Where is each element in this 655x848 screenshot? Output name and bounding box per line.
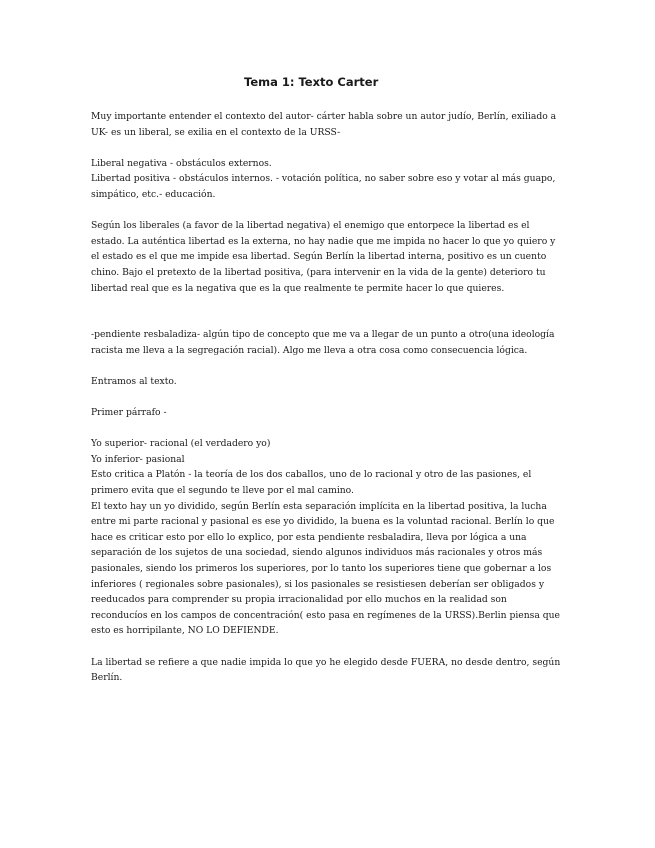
paragraph-yo-inferior: Yo inferior- pasional xyxy=(91,453,185,465)
paragraph-primer-parrafo: Primer párrafo - xyxy=(91,407,167,419)
paragraph-yo-dividido: El texto hay un yo dividido, según Berlín esta separación implícita en la libertad positiva, la lucha entre mi parte racional y pasional es ese yo dividido, la buena es la voluntad racional. Berlín lo que hace es criticar esto por ello lo explico, por esta pendiente resbaladira, lleva por lógica a una separación de los sujetos de una sociedad, siendo algunos individuos más racionales y otros más pasionales, siendo los primeros los superiores, por lo tanto los superiores tiene que gobernar a los inferiores ( regionales sobre pasionales), si los pasionales se resistiesen deberían ser obligados y reeducados para comprender su propia irracionalidad por ello muchos en la realidad son reconducíos en los campos de concentración( esto pasa en regímenes de la URSS).Berlin piensa que esto es horripilante, NO LO DEFIENDE. xyxy=(91,500,560,637)
paragraph-platon: Esto critica a Platón - la teoría de los dos caballos, uno de lo racional y otro de las pasiones, el primero evita que el segundo te lleve por el mal camino. xyxy=(91,469,532,497)
paragraph-liberal-negativa: Liberal negativa - obstáculos externos. xyxy=(91,157,272,169)
paragraph-liberales: Según los liberales (a favor de la libertad negativa) el enemigo que entorpece la libertad es el estado. La auténtica libertad es la externa, no hay nadie que me impida no hacer lo que yo quiero y el estado es el que me impide esa libertad. Según Berlín la libertad interna, positivo es un cuento chino. Bajo el pretexto de la libertad positiva, (para intervenir en la vida de la gente) deterioro tu libertad real que es la negativa que es la que realmente te permite hacer lo que quieres. xyxy=(91,220,556,294)
paragraph-pendiente-resbaladiza: -pendiente resbaladiza- algún tipo de concepto que me va a llegar de un punto a otro(una ideología racista me lleva a la segregación racial). Algo me lleva a otra cosa como consecuencia lógica. xyxy=(91,329,555,356)
paragraph-yo-superior: Yo superior- racional (el verdadero yo) xyxy=(91,438,271,450)
paragraph-context: Muy importante entender el contexto del autor- cárter habla sobre un autor judío, Berlín, exiliado a UK- es un liberal, se exilia en el contexto de la URSS- xyxy=(91,111,557,138)
page-title: Tema 1: Texto Carter xyxy=(244,75,379,89)
paragraph-entramos: Entramos al texto. xyxy=(91,375,177,387)
paragraph-libertad-positiva: Libertad positiva - obstáculos internos. - votación política, no saber sobre eso y votar al más guapo, simpático, etc.- educación. xyxy=(91,173,556,200)
document-body xyxy=(91,109,561,686)
paragraph-conclusion: La libertad se refiere a que nadie impida lo que yo he elegido desde FUERA, no desde dentro, según Berlín. xyxy=(91,656,561,684)
